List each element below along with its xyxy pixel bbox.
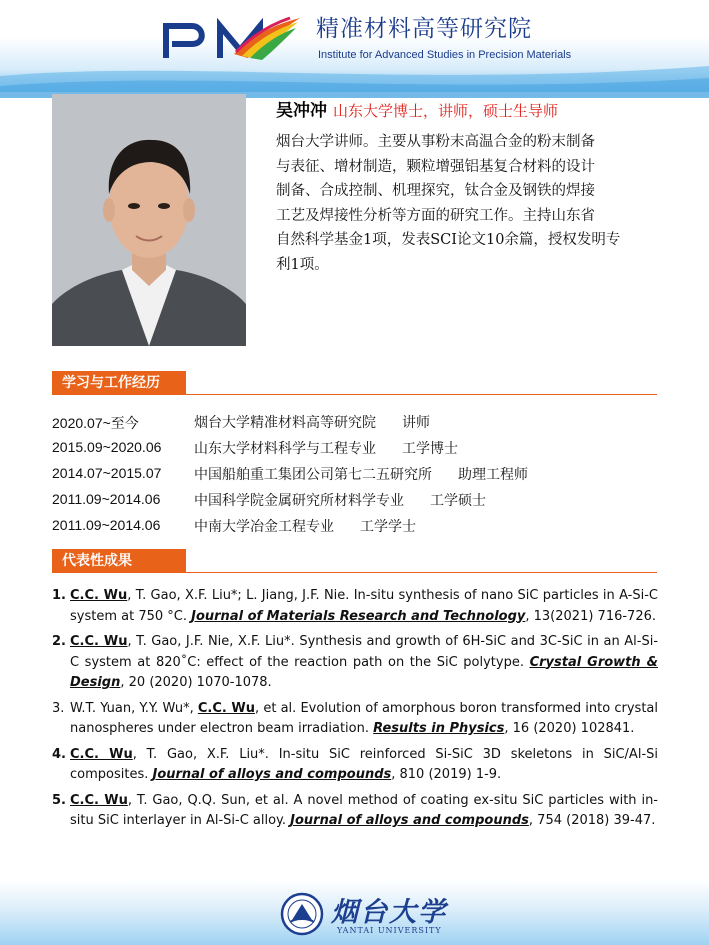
- career-role: 工学博士: [402, 441, 458, 457]
- career-org: 中国船舶重工集团公司第七二五研究所 助理工程师: [194, 467, 528, 483]
- pm-logo-icon: [162, 14, 302, 62]
- career-date: 2020.07~至今: [52, 415, 139, 431]
- career-org: 烟台大学精准材料高等研究院 讲师: [194, 415, 430, 431]
- university-emblem-icon: [280, 892, 324, 936]
- career-role: 讲师: [402, 415, 430, 431]
- journal-link[interactable]: Results in Physics: [373, 721, 505, 736]
- journal-link[interactable]: Journal of alloys and compounds: [152, 767, 392, 782]
- publication-item: 2. C.C. Wu, T. Gao, J.F. Nie, X.F. Liu*. Synthesis and growth of 6H-SiC and 3C-SiC in an Al-Si-C system at 820˚C: effect of the reaction path on the SiC polytype. Crystal Growth & Design, 20 (2020) 1070-1078.: [52, 634, 659, 690]
- bio-line: 制备、合成控制、机理探究，钛合金及钢铁的焊接: [276, 183, 595, 199]
- bio-line: 工艺及焊接性分析等方面的研究工作。主持山东省: [276, 207, 595, 224]
- header-wave: [0, 58, 709, 98]
- publication-author: C.C. Wu: [197, 700, 256, 716]
- journal-link[interactable]: Crystal Growth & Design: [70, 654, 658, 690]
- publication-list: [52, 586, 658, 837]
- career-org: 山东大学材料科学与工程专业 工学博士: [194, 441, 458, 457]
- section-divider: [52, 572, 657, 573]
- university-name-cn: 烟台大学: [331, 897, 447, 928]
- journal-link[interactable]: Journal of alloys and compounds: [290, 813, 529, 828]
- person-title: 山东大学博士，讲师，硕士生导师: [333, 102, 559, 120]
- publication-item: 4. C.C. Wu, T. Gao, X.F. Liu*. In-situ SiC reinforced Si-SiC 3D skeletons in SiC/Al-Si composites. Journal of alloys and compounds, 810 (2019) 1-9.: [52, 746, 658, 782]
- bio-line: 与表征、增材制造，颗粒增强铝基复合材料的设计: [276, 158, 595, 175]
- publication-number: 3.: [52, 700, 65, 716]
- publication-item: 3. W.T. Yuan, Y.Y. Wu*, C.C. Wu, et al. Evolution of amorphous boron transformed into crystal nanospheres under electron beam irradiation. Results in Physics, 16 (2020) 102841.: [52, 700, 658, 736]
- career-role: 助理工程师: [458, 467, 528, 483]
- section-divider: [52, 394, 657, 395]
- profile-photo: [52, 94, 246, 346]
- publication-item: 5. C.C. Wu, T. Gao, Q.Q. Sun, et al. A novel method of coating ex-situ SiC particles with in-situ SiC interlayer in Al-Si-C alloy. Journal of alloys and compounds, 754 (2018) 39-47.: [52, 792, 659, 828]
- publication-number: 2.: [52, 634, 66, 649]
- section-header-publications: 代表性成果: [52, 549, 186, 573]
- profile-bio: [276, 130, 666, 277]
- publication-author: C.C. Wu: [70, 746, 133, 762]
- journal-link[interactable]: Journal of Materials Research and Technology: [191, 608, 526, 624]
- publication-item: 1. C.C. Wu, T. Gao, X.F. Liu*; L. Jiang, J.F. Nie. In-situ synthesis of nano SiC particles in A-Si-C system at 750 °C. Journal of Materials Research and Technology, 13(2021) 716-726.: [52, 588, 659, 624]
- career-role: 工学硕士: [430, 493, 486, 509]
- bio-line: 烟台大学讲师。主要从事粉末高温合金的粉末制备: [276, 134, 595, 150]
- bio-line: 自然科学基金1项，发表SCI论文10余篇，授权发明专: [276, 232, 621, 248]
- career-date: 2011.09~2014.06: [52, 517, 161, 533]
- publication-number: 4.: [52, 746, 66, 762]
- publication-author: C.C. Wu: [70, 588, 128, 603]
- career-date: 2011.09~2014.06: [52, 491, 161, 507]
- person-name: 吴冲冲: [276, 101, 327, 121]
- career-date: 2014.07~2015.07: [52, 465, 162, 481]
- section-header-career: 学习与工作经历: [52, 371, 186, 395]
- logo-text: PM: [162, 14, 164, 15]
- bio-line: 利1项。: [276, 256, 329, 273]
- publication-author: C.C. Wu: [70, 792, 128, 808]
- institute-name-en: Institute for Advanced Studies in Precision Materials: [318, 49, 572, 61]
- university-name-en: YANTAI UNIVERSITY: [337, 926, 442, 935]
- career-org: 中南大学冶金工程专业 工学学士: [194, 519, 416, 535]
- publication-author: C.C. Wu: [70, 634, 128, 649]
- publication-number: 5.: [52, 792, 66, 808]
- career-org: 中国科学院金属研究所材料学专业 工学硕士: [194, 493, 486, 509]
- profile-heading: [276, 96, 558, 121]
- career-role: 工学学士: [360, 519, 416, 535]
- publication-number: 1.: [52, 588, 66, 603]
- institute-name-cn: 精准材料高等研究院: [316, 16, 532, 42]
- career-date: 2015.09~2020.06: [52, 439, 162, 455]
